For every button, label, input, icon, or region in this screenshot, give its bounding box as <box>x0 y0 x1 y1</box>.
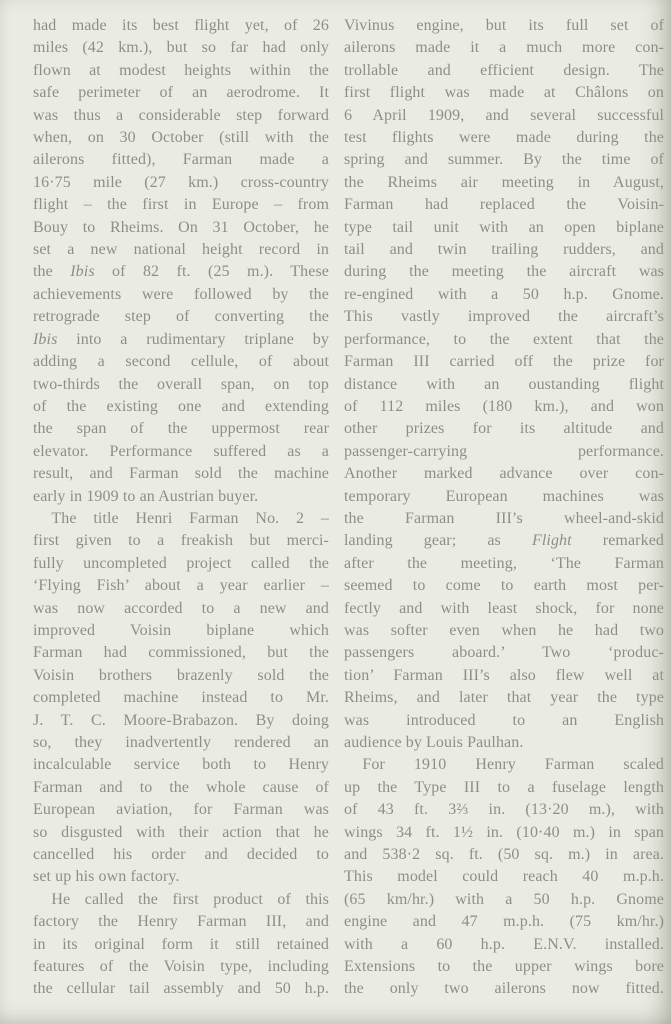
text-line: The title Henri Farman No. 2 – <box>51 509 329 527</box>
text-line: when, on 30 October (still with the <box>33 129 329 147</box>
text-line: tail and twin trailing rudders, and <box>344 241 664 259</box>
text-line: flown at modest heights within the <box>33 61 329 79</box>
text-line: ailerons fitted), Farman made a <box>33 151 329 169</box>
text-line: cancelled his order and decided to <box>33 846 329 864</box>
text-line: ‘Flying Fish’ about a year earlier – <box>33 577 329 595</box>
text-line: flight – the first in Europe – from <box>33 196 329 214</box>
text-line: 6 April 1909, and several successful <box>344 106 664 124</box>
text-line: was softer even when he had two <box>344 621 664 639</box>
text-line: Farman III carried off the prize for <box>344 353 664 371</box>
text-line: was thus a considerable step forward <box>33 106 329 124</box>
text-line: result, and Farman sold the machine <box>33 465 329 483</box>
text-line: landing gear; as Flight remarked <box>344 532 665 550</box>
text-line: with a 60 h.p. E.N.V. installed. <box>344 935 664 953</box>
text-line: spring and summer. By the time of <box>344 151 664 169</box>
text-line: features of the Voisin type, including <box>33 958 329 976</box>
text-line: Another marked advance over con- <box>344 465 664 483</box>
text-line: test flights were made during the <box>344 129 664 147</box>
text-line: achievements were followed by the <box>33 285 329 303</box>
text-line: temporary European machines was <box>344 487 664 505</box>
text-line: (65 km/hr.) with a 50 h.p. Gnome <box>344 890 664 908</box>
text-line: first given to a freakish but merci- <box>33 532 329 550</box>
text-line: early in 1909 to an Austrian buyer. <box>33 487 259 505</box>
text-line: Farman and to the whole cause of <box>33 778 329 796</box>
text-line: elevator. Performance suffered as a <box>33 442 329 460</box>
text-line: improved Voisin biplane which <box>33 621 329 639</box>
text-line: For 1910 Henry Farman scaled <box>362 756 664 774</box>
text-column-left <box>33 15 329 1024</box>
text-line: so, they inadvertently rendered an <box>33 734 329 751</box>
text-line: retrograde step of converting the <box>33 308 329 326</box>
text-line: wings 34 ft. 1½ in. (10·40 m.) in span <box>344 823 664 841</box>
text-line: completed machine instead to Mr. <box>33 689 329 707</box>
text-line: the Ibis of 82 ft. (25 m.). These <box>33 263 330 281</box>
text-line: of 43 ft. 3⅔ in. (13·20 m.), with <box>344 801 664 819</box>
text-line: seemed to come to earth most per- <box>344 577 664 595</box>
text-line: other prizes for its altitude and <box>344 420 664 438</box>
text-line: adding a second cellule, of about <box>33 353 329 371</box>
text-line: distance with an oustanding flight <box>344 375 664 393</box>
text-line: J. T. C. Moore-Brabazon. By doing <box>33 711 329 729</box>
text-line: was now accorded to a new and <box>33 599 329 617</box>
text-line: during the meeting the aircraft was <box>344 263 664 281</box>
text-line: Ibis into a rudimentary triplane by <box>33 330 329 348</box>
text-line: Bouy to Rheims. On 31 October, he <box>33 218 329 236</box>
text-line: European aviation, for Farman was <box>33 801 329 819</box>
text-column-right <box>344 15 664 1024</box>
text-line: Vivinus engine, but its full set of <box>344 17 664 34</box>
text-line: incalculable service both to Henry <box>33 756 329 774</box>
text-line: miles (42 km.), but so far had only <box>33 39 329 57</box>
text-line: This vastly improved the aircraft’s <box>344 308 664 326</box>
text-line: the span of the uppermost rear <box>33 420 329 438</box>
text-line: was introduced to an English <box>344 711 664 729</box>
text-line: the Rheims air meeting in August, <box>344 173 664 191</box>
text-line: first flight was made at Châlons on <box>344 84 664 102</box>
text-line: ailerons made it a much more con- <box>344 39 664 57</box>
text-line: Farman had replaced the Voisin- <box>344 196 664 214</box>
text-line: safe perimeter of an aerodrome. It <box>33 84 329 102</box>
text-line: the only two ailerons now fitted. <box>344 980 664 998</box>
text-line: had made its best flight yet, of 26 <box>33 17 329 34</box>
text-line: This model could reach 40 m.p.h. <box>344 868 664 886</box>
text-line: the cellular tail assembly and 50 h.p. <box>33 980 329 998</box>
text-line: performance, to the extent that the <box>344 330 664 348</box>
text-line: of the existing one and extending <box>33 397 329 415</box>
text-line: in its original form it still retained <box>33 935 329 953</box>
text-line: passengers aboard.’ Two ‘produc- <box>344 644 664 662</box>
text-line: engine and 47 m.p.h. (75 km/hr.) <box>344 913 664 931</box>
text-line: audience by Louis Paulhan. <box>344 734 524 751</box>
text-line: passenger-carrying performance. <box>344 442 664 460</box>
text-line: Rheims, and later that year the type <box>344 689 664 707</box>
text-line: set a new national height record in <box>33 241 329 259</box>
text-line: factory the Henry Farman III, and <box>33 913 329 931</box>
text-line: type tail unit with an open biplane <box>344 218 664 236</box>
text-line: 16·75 mile (27 km.) cross-country <box>33 173 329 191</box>
text-line: tion’ Farman III’s also flew well at <box>344 666 664 684</box>
text-line: so disgusted with their action that he <box>33 823 329 841</box>
text-line: set up his own factory. <box>33 868 180 886</box>
text-line: of 112 miles (180 km.), and won <box>344 397 664 415</box>
text-line: re-engined with a 50 h.p. Gnome. <box>344 285 664 303</box>
text-line: fully uncompleted project called the <box>33 554 329 572</box>
text-line: Voisin brothers brazenly sold the <box>33 666 329 684</box>
text-line: the Farman III’s wheel-and-skid <box>344 509 664 527</box>
text-line: He called the first product of this <box>51 890 329 908</box>
text-line: fectly and with least shock, for none <box>344 599 664 617</box>
text-line: and 538·2 sq. ft. (50 sq. m.) in area. <box>344 846 664 864</box>
text-line: two-thirds the overall span, on top <box>33 375 329 393</box>
text-line: Farman had commissioned, but the <box>33 644 329 662</box>
text-line: up the Type III to a fuselage length <box>344 778 664 796</box>
text-line: trollable and efficient design. The <box>344 61 664 79</box>
text-line: after the meeting, ‘The Farman <box>344 554 664 572</box>
text-line: Extensions to the upper wings bore <box>344 958 664 976</box>
